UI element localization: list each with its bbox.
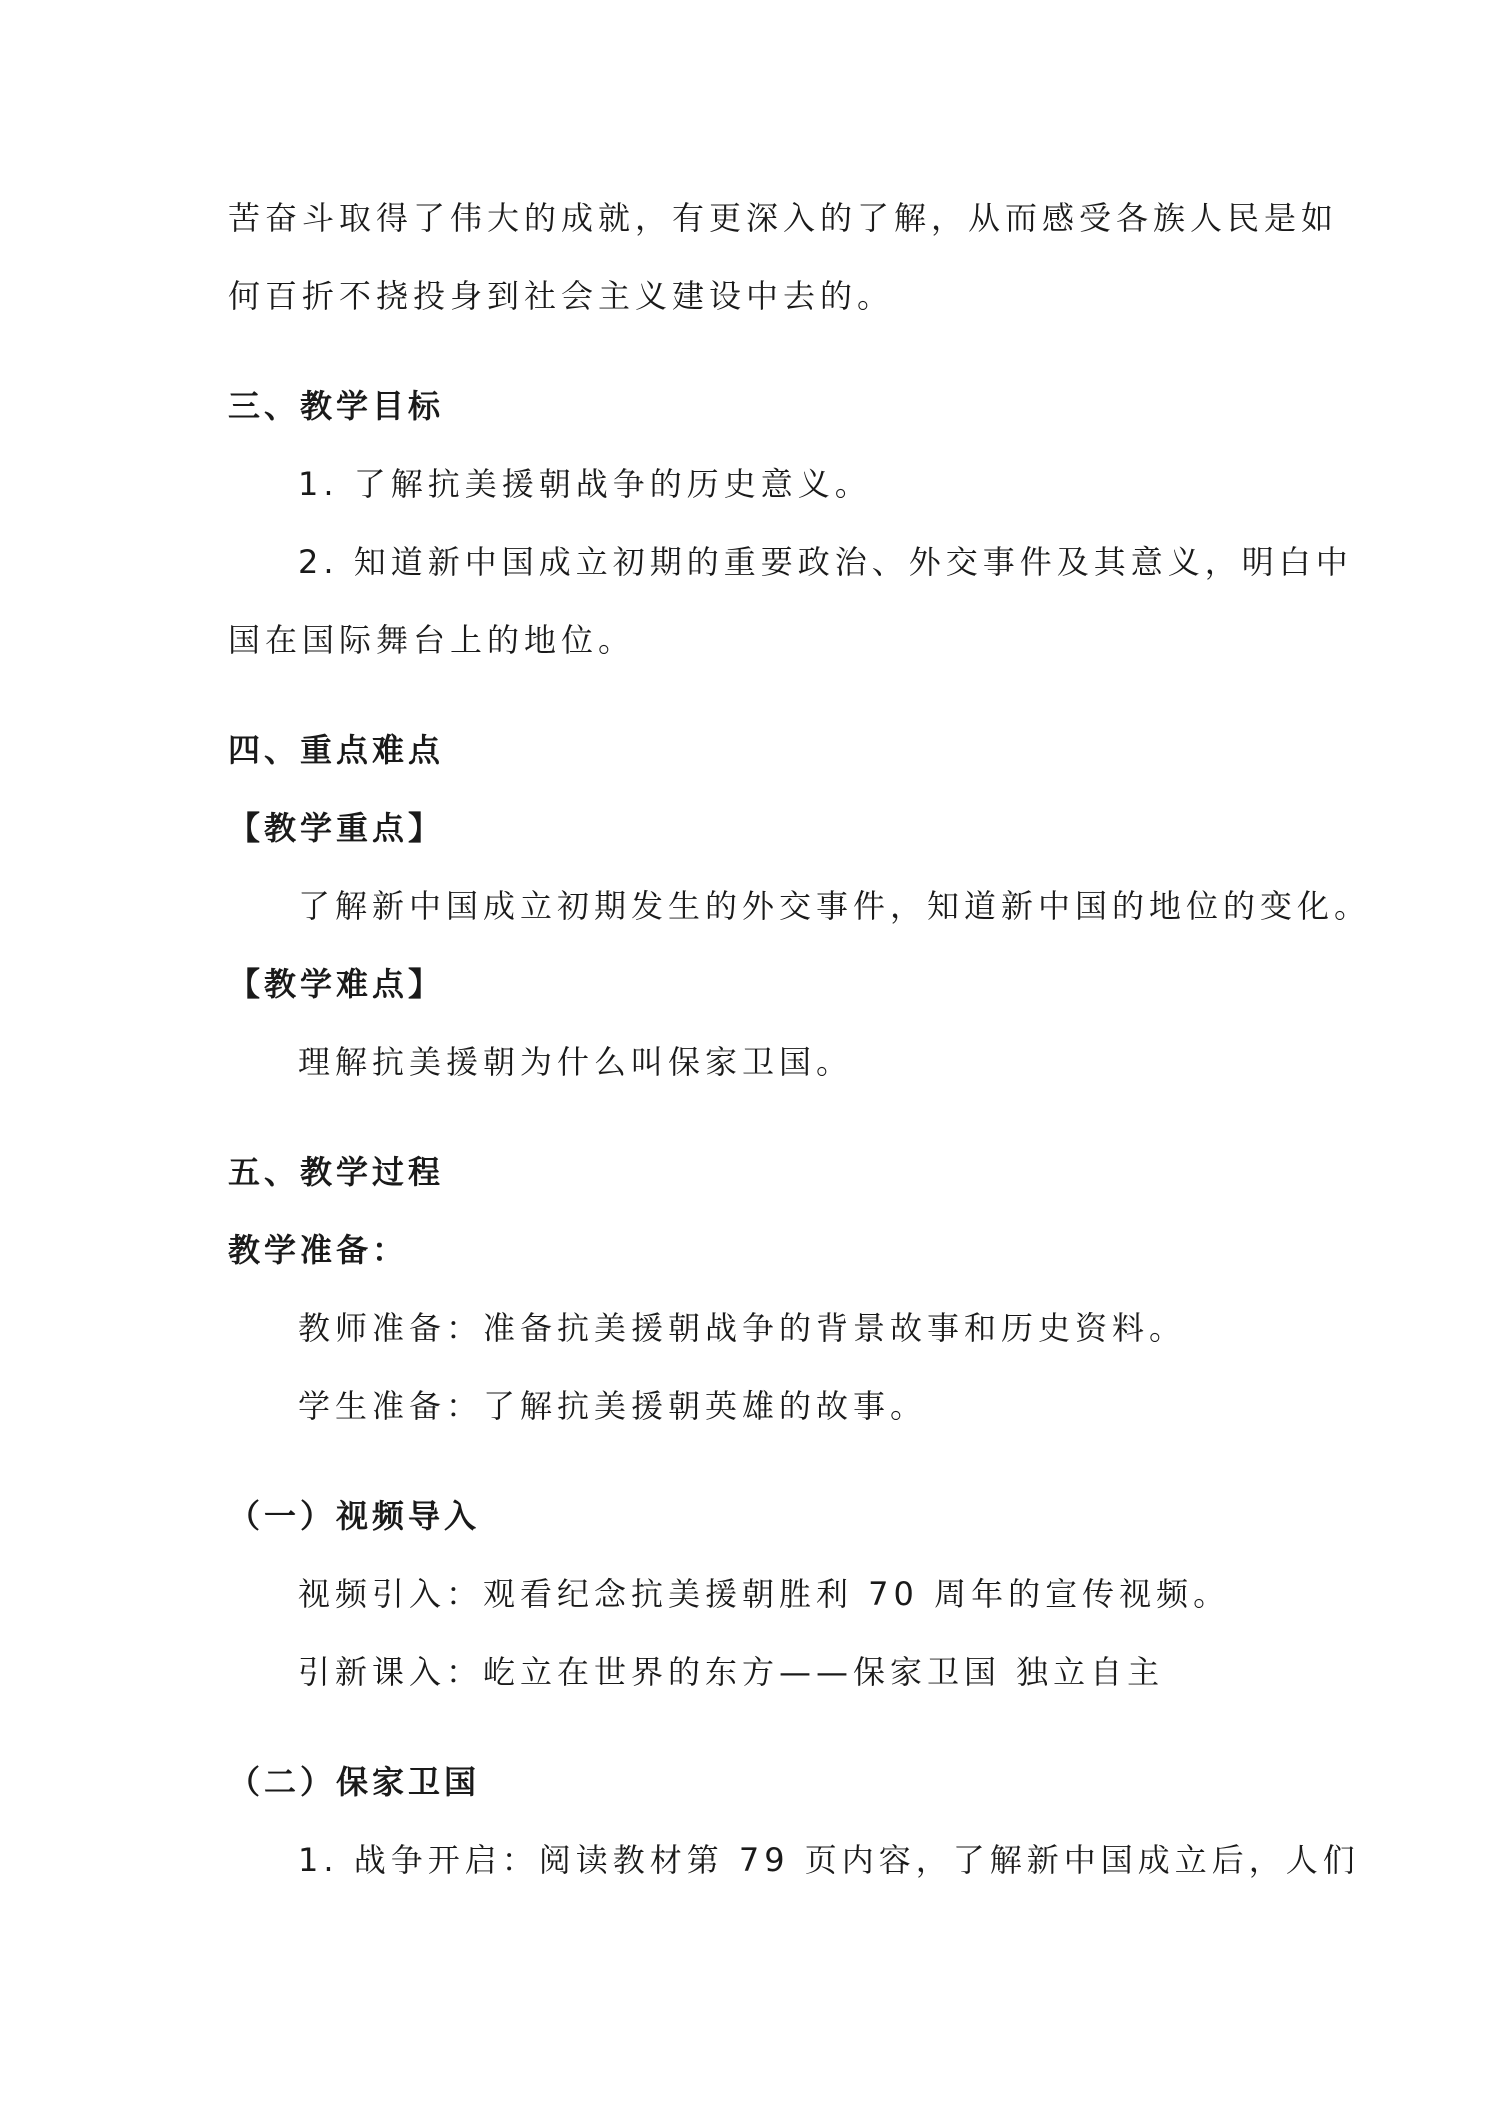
- part-1-line-1: 视频引入：观看纪念抗美援朝胜利 70 周年的宣传视频。: [298, 1575, 1231, 1613]
- teacher-prep: 教师准备：准备抗美援朝战争的背景故事和历史资料。: [298, 1309, 1187, 1347]
- section-4-heading: 四、重点难点: [228, 731, 445, 769]
- part-2-line-1: 1. 战争开启：阅读教材第 79 页内容，了解新中国成立后，人们: [298, 1841, 1360, 1879]
- intro-line-1: 苦奋斗取得了伟大的成就，有更深入的了解，从而感受各族人民是如: [228, 199, 1339, 237]
- difficulty-text: 理解抗美援朝为什么叫保家卫国。: [298, 1043, 854, 1081]
- objective-item-1: 1. 了解抗美援朝战争的历史意义。: [298, 465, 872, 503]
- prep-label: 教学准备：: [228, 1231, 409, 1269]
- part-1-heading: （一）视频导入: [228, 1497, 481, 1535]
- section-5-heading: 五、教学过程: [228, 1153, 445, 1191]
- part-2-heading: （二）保家卫国: [228, 1763, 481, 1801]
- intro-line-2: 何百折不挠投身到社会主义建设中去的。: [228, 277, 895, 315]
- section-3-heading: 三、教学目标: [228, 387, 445, 425]
- student-prep: 学生准备：了解抗美援朝英雄的故事。: [298, 1387, 928, 1425]
- difficulty-label: 【教学难点】: [228, 965, 445, 1003]
- objective-item-2-line-2: 国在国际舞台上的地位。: [228, 621, 636, 659]
- part-1-line-2: 引新课入：屹立在世界的东方——保家卫国 独立自主: [298, 1653, 1165, 1691]
- key-point-label: 【教学重点】: [228, 809, 445, 847]
- objective-item-2-line-1: 2. 知道新中国成立初期的重要政治、外交事件及其意义，明白中: [298, 543, 1353, 581]
- key-point-text: 了解新中国成立初期发生的外交事件，知道新中国的地位的变化。: [298, 887, 1372, 925]
